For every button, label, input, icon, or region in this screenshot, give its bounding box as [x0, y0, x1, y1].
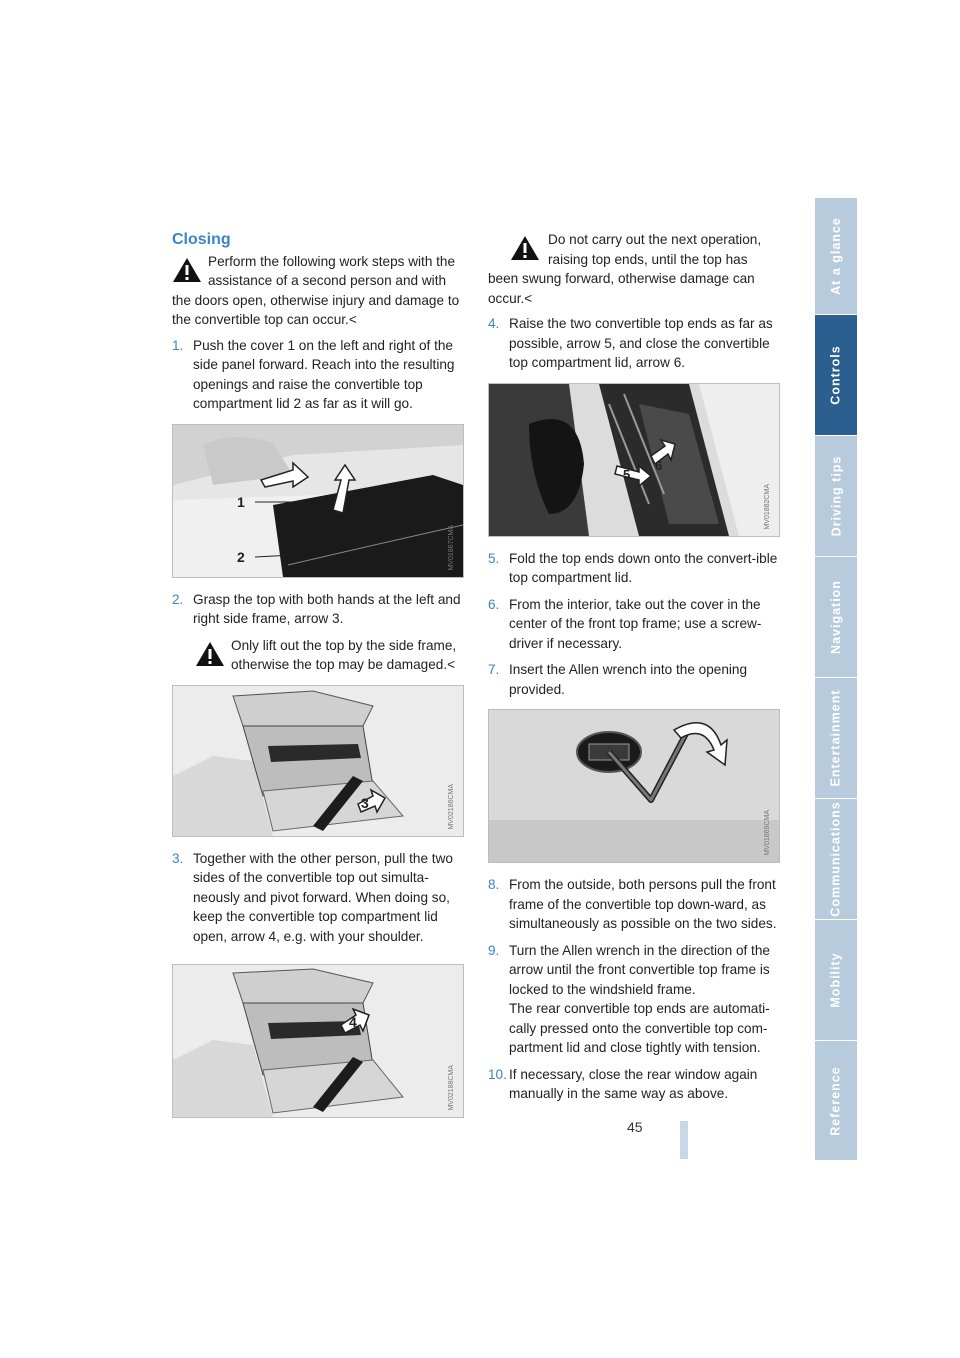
figure-grasp-top [172, 685, 464, 837]
figure-pivot-top [172, 964, 464, 1118]
step-item: 1. Push the cover 1 on the left and right of the side panel forward. Reach into the resulting openings and raise the convertible top compartment lid 2 as far as it will go. [172, 337, 455, 411]
left-column [172, 230, 464, 1130]
callout-1: 1 [237, 493, 245, 510]
figure-code: MV02188CMA [447, 1065, 455, 1111]
figure-raise-top-ends [488, 383, 780, 537]
figure-cover-and-lid [172, 424, 464, 578]
step-item: 10. If necessary, close the rear window again manually in the same way as above. [488, 1066, 758, 1101]
callout-2: 2 [237, 548, 245, 565]
tab-reference[interactable]: Reference [815, 1041, 857, 1161]
tab-controls[interactable]: Controls [815, 315, 857, 436]
warning-note: Only lift out the top by the side frame, otherwise the top may be damaged.< [195, 636, 464, 675]
warning-triangle-icon [172, 256, 202, 284]
page-number: 45 [627, 1119, 643, 1135]
callout-3: 3 [361, 794, 369, 811]
figure-code: MV02186CMA [447, 783, 455, 830]
figure-code: MV01867CMA [447, 524, 455, 571]
warning-triangle-icon [195, 640, 225, 668]
tab-communications[interactable]: Communications [815, 799, 857, 920]
step-item: 2. Grasp the top with both hands at the left and right side frame, arrow 3. [172, 591, 461, 626]
figure-code: MV01869CMA [763, 810, 771, 856]
right-column [488, 230, 780, 1111]
section-heading: Closing [172, 231, 231, 248]
step-item: 8. From the outside, both persons pull the front frame of the convertible top down-ward, as simultaneously as possible on the two sides. [488, 877, 777, 931]
tab-entertainment[interactable]: Entertainment [815, 678, 857, 799]
tab-navigation[interactable]: Navigation [815, 557, 857, 678]
callout-6: 6 [655, 457, 663, 473]
step-item: 4. Raise the two convertible top ends as far as possible, arrow 5, and close the convertible top compartment lid, arrow 6. [488, 316, 773, 370]
warning-note: Perform the following work steps with the assistance of a second person and with the doors open, otherwise injury and damage to the convertible top can occur.< [172, 253, 460, 327]
step-item: 5. Fold the top ends down onto the convert-ible top compartment lid. [488, 550, 778, 585]
step-item: 6. From the interior, take out the cover in the center of the front top frame; use a screw-driver if necessary. [488, 596, 762, 651]
callout-4: 4 [349, 1014, 357, 1030]
step-continuation: The rear convertible top ends are automati-cally pressed onto the convertible top com-partment lid and close tightly with tension. [509, 1001, 770, 1055]
figure-allen-wrench [488, 709, 780, 863]
callout-5: 5 [623, 466, 631, 482]
tab-at-a-glance[interactable]: At a glance [815, 198, 857, 315]
step-item: 3. Together with the other person, pull the two sides of the convertible top out simulta-neously and pivot forward. When doing so, keep the convertible top compartment lid open, arrow 4, e.g. with your shoulder. [172, 850, 453, 944]
figure-code: MV01882CMA [763, 483, 771, 530]
illustration-image [489, 710, 779, 862]
tab-driving-tips[interactable]: Driving tips [815, 436, 857, 557]
warning-note: Do not carry out the next operation, raising top ends, until the top has been swung forward, otherwise damage can occur.< [488, 232, 762, 306]
illustration-image [173, 425, 463, 577]
tab-mobility[interactable]: Mobility [815, 920, 857, 1041]
illustration-image [489, 384, 779, 536]
step-item: 9. Turn the Allen wrench in the direction of the arrow until the front convertible top frame is locked to the windshield frame. [488, 942, 770, 997]
illustration-image [173, 686, 463, 836]
page-marker [680, 1121, 688, 1159]
illustration-image [173, 965, 463, 1117]
warning-triangle-icon [510, 234, 540, 262]
step-item: 7. Insert the Allen wrench into the opening provided. [488, 662, 748, 697]
